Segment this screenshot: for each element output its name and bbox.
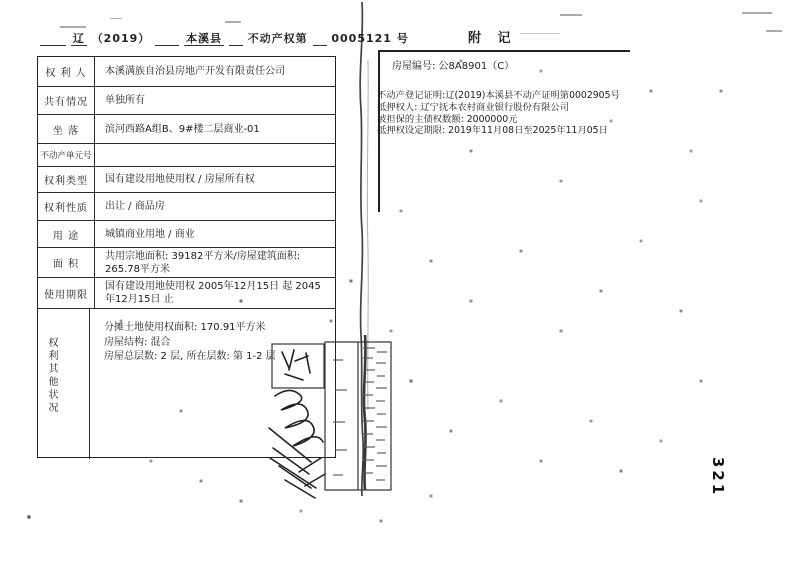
header-number: 0005121 [331,32,392,45]
row-label: 面 积 [38,248,95,277]
row-label: 权利类型 [38,167,95,192]
table-row [38,144,335,167]
row-value: 城镇商业用地 / 商业 [105,228,195,240]
row-value: 本溪满族自治县房地产开发有限责任公司 [105,66,285,77]
row-value: 单独所有 [105,95,145,106]
table-row [38,193,335,221]
page-number: 321 [709,456,728,498]
row-value: 共用宗地面积: 39182平方米/房屋建筑面积: 265.78平方米 [105,250,301,275]
note-line: 抵押权设定期限: 2019年11月08日至2025年11月05日 [377,125,608,137]
blank-underline [40,34,66,46]
table-row [38,221,335,248]
scan-artifact [766,30,782,32]
other-rights-line: 房屋结构: 混合 [104,336,171,348]
scan-artifact [520,33,560,34]
blank-underline [229,34,243,46]
table-row [38,87,335,115]
table-row [38,248,335,278]
row-label: 权 利 人 [38,57,95,86]
other-rights-line: 分摊土地使用权面积: 170.91平方米 [104,322,266,333]
row-value [95,144,335,166]
row-label: 坐 落 [38,115,95,143]
handwritten-stamp [255,330,405,505]
scan-noise [0,0,2,2]
notes-box-top-border [378,50,630,52]
scan-artifact [60,26,86,28]
row-label: 权利性质 [38,193,95,220]
scan-artifact [225,21,241,23]
table-row [38,167,335,193]
scan-artifact [560,14,582,16]
header-county: 本溪县 [186,32,222,45]
row-value: 国有建设用地使用权 2005年12月15日 起 2045年12月15日 止 [105,281,321,305]
row-label: 共有情况 [38,87,95,114]
note-line: 不动产登记证明:辽(2019)本溪县不动产证明第0002905号 [377,90,620,101]
stamp-small-box [272,344,324,388]
table-row [38,115,335,144]
note-line: 被担保的主债权数额: 2000000元 [377,113,518,125]
row-label: 不动产单元号 [38,144,95,166]
table-row [38,278,335,309]
note-line: 抵押权人: 辽宁抚本农村商业银行股份有限公司 [377,101,570,113]
row-label: 使用期限 [38,278,95,308]
scan-artifact [742,12,772,14]
blank-underline [313,34,327,46]
notes-text [377,90,642,137]
blank-underline [155,34,179,46]
scan-artifact [110,18,122,19]
header-region: 辽 [72,32,85,45]
other-rights-line: 房屋总层数: 2 层, 所在层数: 第 1-2 层 [104,351,276,362]
stamp-illegible-text [333,348,387,480]
header-cert-type: 不动产权第 [247,32,308,45]
row-value: 国有建设用地使用权 / 房屋所有权 [105,174,255,185]
row-value: 出让 / 商品房 [105,201,165,212]
header-number-suffix: 号 [396,32,409,45]
row-value: 滨河西路A组B、9#楼二层商业-01 [105,123,260,135]
other-rights-label: 权利其他状况 [46,337,57,415]
header-year: （2019） [91,32,151,45]
house-number: 房屋编号: 公8A8901（C） [392,61,515,72]
row-label: 用 途 [38,221,95,247]
notes-section-title: 附 记 [468,31,517,46]
table-row [38,57,335,87]
